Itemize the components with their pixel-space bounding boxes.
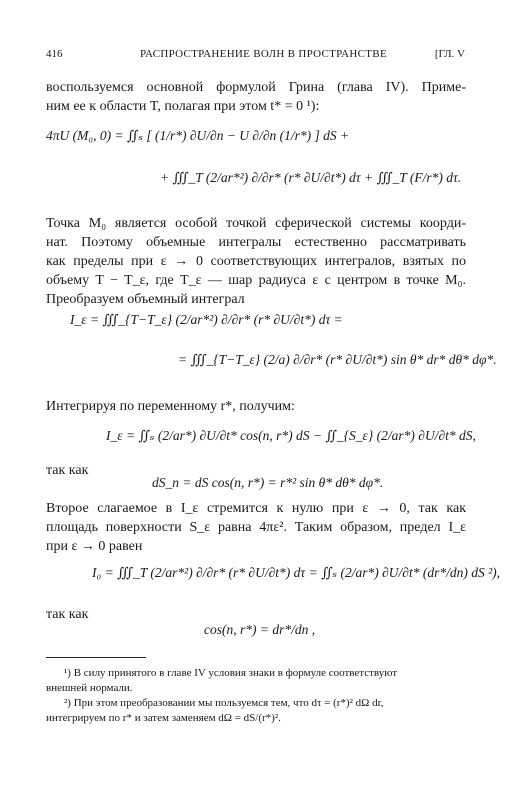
equation-volume-integral-line1: I_ε = ∭_{T−T_ε} (2/ar*²) ∂/∂r* (r* ∂U/∂t*) dτ =	[70, 312, 343, 327]
equation-limit-i0: I₀ = ∭_T (2/ar*²) ∂/∂r* (r* ∂U/∂t*) dτ = ∬ₛ (2/ar*) ∂U/∂t* (dr*/dn) dS ²),	[92, 565, 500, 580]
paragraph-second-term: Второе слагаемое в I_ε стремится к нулю при ε → 0, так как площадь поверхности S_ε равна 4πε². Таким образом, предел I_ε при ε → 0 равен	[46, 501, 466, 554]
equation-dsn: dS_n = dS cos(n, r*) = r*² sin θ* dθ* dφ*.	[152, 475, 384, 490]
equation-green-line2: + ∭_T (2/ar*²) ∂/∂r* (r* ∂U/∂t*) dτ + ∭_T (F/r*) dτ.	[160, 170, 462, 185]
paragraph-intro: воспользуемся основной формулой Грина (глава IV). Приме- ним ее к области T, полагая при этом t* = 0 ¹):	[46, 80, 466, 114]
paragraph-integrate: Интегрируя по переменному r*, получим:	[46, 399, 295, 414]
paragraph-singular-point: Точка M₀ является особой точкой сферической системы коорди- нат. Поэтому объемные интегралы естественно рассматривать как пределы при ε → 0 соответствующих интегралов, взятых по объему T − T_ε, где T_ε — шар радиуса ε с центром в точке M₀. Преобразуем объемный интеграл	[46, 216, 466, 307]
footnote-separator	[46, 657, 146, 658]
running-header	[46, 48, 465, 64]
page-number: 416	[46, 48, 63, 60]
chapter-marker: [ГЛ. V	[434, 48, 465, 60]
footnote-1: ¹) В силу принятого в главе IV условия знаки в формуле соответствуют внешней нормали.	[46, 667, 398, 694]
equation-volume-integral-line2: = ∭_{T−T_ε} (2/a) ∂/∂r* (r* ∂U/∂t*) sin θ* dr* dθ* dφ*.	[178, 352, 497, 367]
paragraph-since-2: так как	[46, 607, 89, 622]
paragraph-since-1: так как	[46, 463, 89, 478]
equation-green-line1: 4πU (M₀, 0) = ∬ₛ [ (1/r*) ∂U/∂n − U ∂/∂n (1/r*) ] dS +	[46, 128, 350, 143]
equation-cos-n-r: cos(n, r*) = dr*/dn ,	[204, 622, 316, 637]
equation-surface-integrals: I_ε = ∬ₛ (2/ar*) ∂U/∂t* cos(n, r*) dS − ∬_{S_ε} (2/ar*) ∂U/∂t* dS,	[106, 428, 476, 443]
running-title: РАСПРОСТРАНЕНИЕ ВОЛН В ПРОСТРАНСТВЕ	[140, 48, 387, 60]
footnote-2: ²) При этом преобразовании мы пользуемся тем, что dτ = (r*)² dΩ dr, интегрируем по r* и затем заменяем dΩ = dS/(r*)².	[46, 697, 384, 724]
